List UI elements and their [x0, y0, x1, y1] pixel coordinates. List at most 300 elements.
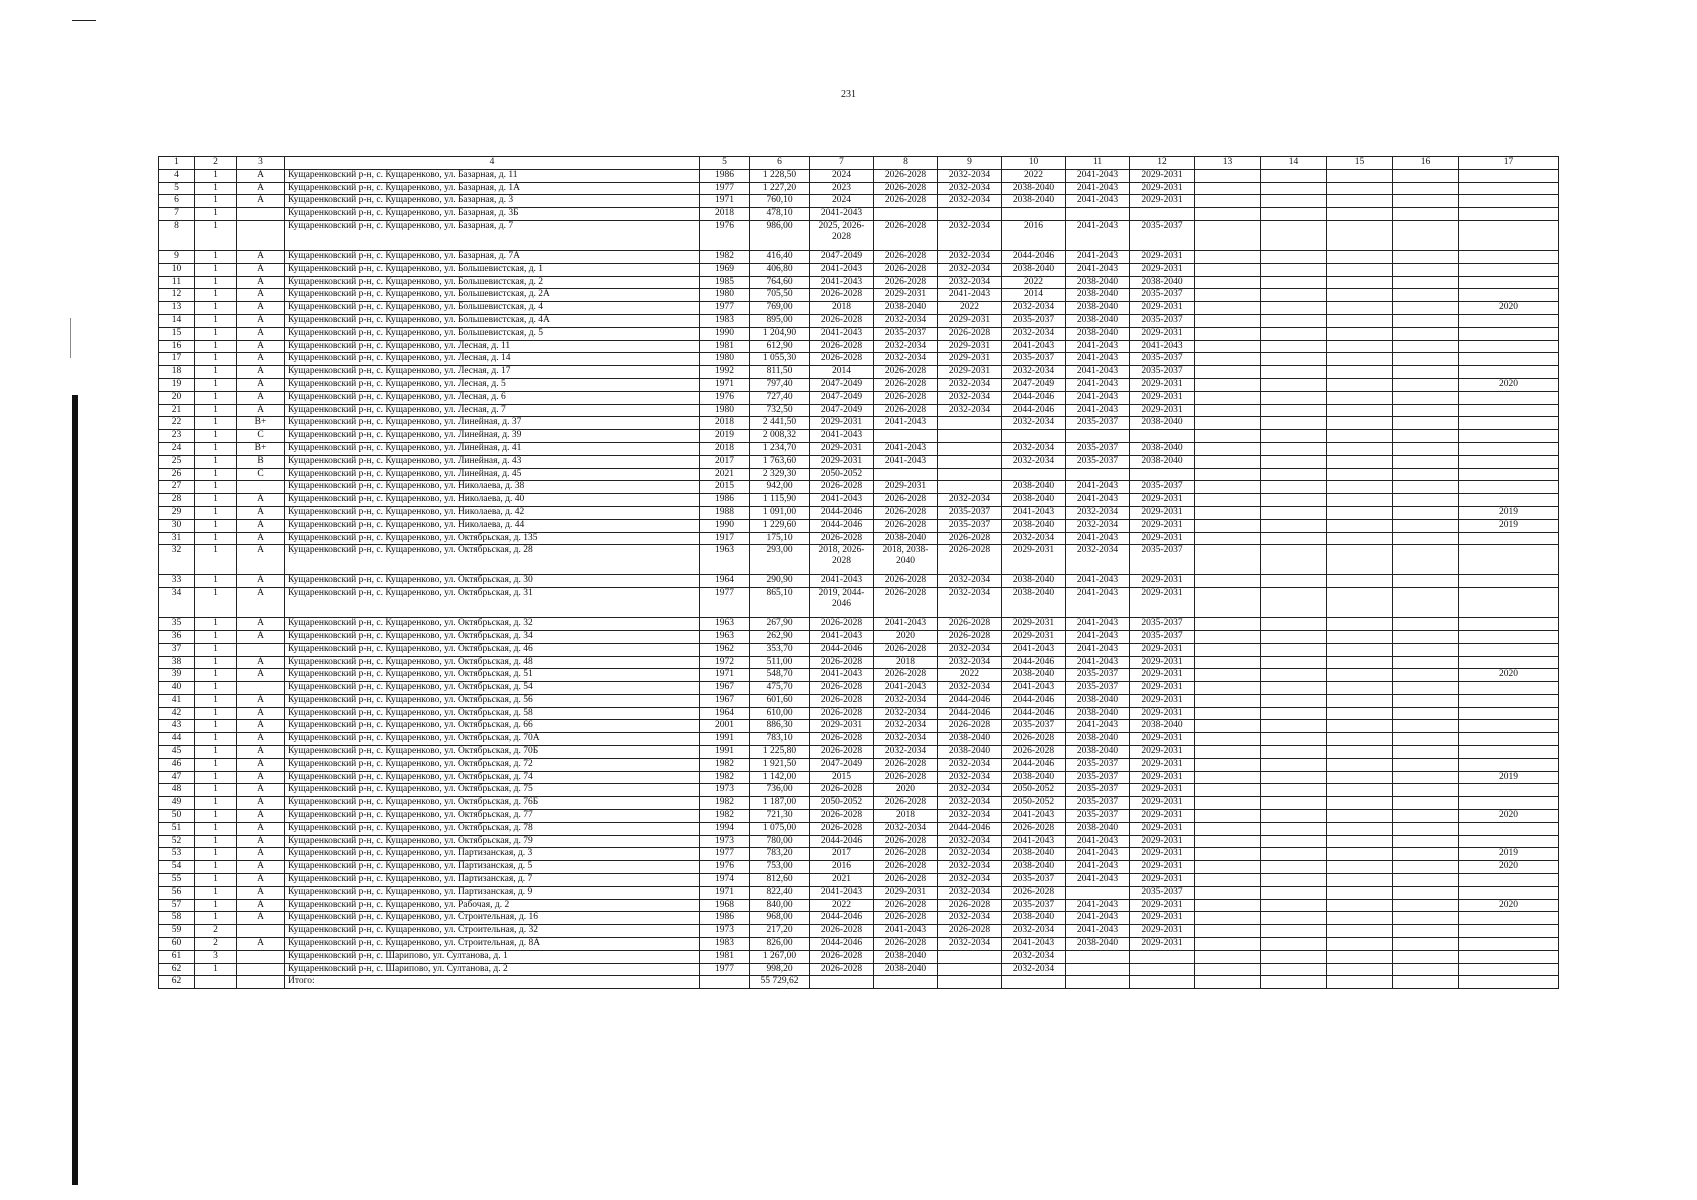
table-cell: 1973 — [700, 784, 750, 797]
table-cell: 2032-2034 — [938, 886, 1002, 899]
table-cell — [1261, 694, 1327, 707]
table-cell: 2016 — [810, 861, 874, 874]
table-cell: 2026-2028 — [810, 682, 874, 695]
address-cell: Кущаренковский р-н, с. Кущаренково, ул. Большевистская, д. 2 — [285, 276, 700, 289]
table-row — [159, 519, 1559, 532]
table-cell: 1986 — [700, 169, 750, 182]
table-cell — [1459, 575, 1559, 588]
table-cell — [1327, 302, 1393, 315]
table-cell — [1393, 976, 1459, 989]
table-cell: 2029-2031 — [1130, 874, 1195, 887]
table-cell: 2038-2040 — [1002, 519, 1066, 532]
table-cell: 2044-2046 — [938, 822, 1002, 835]
table-cell — [1261, 822, 1327, 835]
table-cell — [1327, 276, 1393, 289]
table-cell: 2021 — [810, 874, 874, 887]
table-cell: 1983 — [700, 314, 750, 327]
table-row — [159, 182, 1559, 195]
table-cell: 2035-2037 — [1066, 442, 1130, 455]
table-cell — [1066, 208, 1130, 221]
table-row — [159, 430, 1559, 443]
table-cell — [1459, 835, 1559, 848]
table-cell: 2029-2031 — [810, 442, 874, 455]
table-cell — [1327, 220, 1393, 250]
table-cell: 2029-2031 — [1130, 822, 1195, 835]
table-cell: 2026-2028 — [938, 720, 1002, 733]
table-cell: 1974 — [700, 874, 750, 887]
table-cell: 2029-2031 — [1130, 506, 1195, 519]
table-cell: 2032-2034 — [1002, 366, 1066, 379]
table-cell — [1261, 976, 1327, 989]
table-cell — [1327, 353, 1393, 366]
table-cell — [1195, 519, 1261, 532]
table-cell: 34 — [159, 588, 195, 618]
address-cell: Кущаренковский р-н, с. Кущаренково, ул. Лесная, д. 5 — [285, 378, 700, 391]
table-row — [159, 848, 1559, 861]
table-cell: 2032-2034 — [938, 861, 1002, 874]
table-cell: 2032-2034 — [938, 182, 1002, 195]
table-cell — [1327, 455, 1393, 468]
table-cell: А — [237, 588, 285, 618]
table-cell: 732,50 — [750, 404, 810, 417]
table-cell: 1 — [195, 340, 237, 353]
table-cell: 2026-2028 — [810, 746, 874, 759]
table-row — [159, 263, 1559, 276]
table-cell: 2029-2031 — [1130, 404, 1195, 417]
column-header: 3 — [237, 157, 285, 170]
table-row — [159, 404, 1559, 417]
table-cell — [237, 208, 285, 221]
table-cell — [1261, 494, 1327, 507]
table-cell: 2029-2031 — [1130, 912, 1195, 925]
table-cell: 2019 — [700, 430, 750, 443]
table-cell: 2026-2028 — [1002, 886, 1066, 899]
table-cell: 2035-2037 — [1066, 669, 1130, 682]
table-cell: 2041-2043 — [810, 263, 874, 276]
table-cell — [1393, 733, 1459, 746]
table-cell: 2026-2028 — [810, 707, 874, 720]
table-cell: 1 — [195, 391, 237, 404]
table-cell: 2038-2040 — [1066, 314, 1130, 327]
table-cell — [1327, 182, 1393, 195]
table-cell: 1988 — [700, 506, 750, 519]
table-cell — [1459, 404, 1559, 417]
table-cell: 1 — [195, 886, 237, 899]
table-cell — [1066, 950, 1130, 963]
table-row — [159, 797, 1559, 810]
table-cell: 2026-2028 — [874, 669, 938, 682]
table-cell: 2032-2034 — [1002, 417, 1066, 430]
table-cell: 1 228,50 — [750, 169, 810, 182]
table-cell: 406,80 — [750, 263, 810, 276]
table-row — [159, 545, 1559, 575]
table-cell: 35 — [159, 618, 195, 631]
table-cell — [1261, 404, 1327, 417]
table-cell: А — [237, 784, 285, 797]
table-cell: 2038-2040 — [1066, 733, 1130, 746]
table-cell — [1327, 746, 1393, 759]
table-cell — [1327, 195, 1393, 208]
table-cell: 2019 — [1459, 848, 1559, 861]
table-cell: 1971 — [700, 378, 750, 391]
table-cell: 2026-2028 — [810, 481, 874, 494]
column-header: 11 — [1066, 157, 1130, 170]
table-cell: 2038-2040 — [1130, 276, 1195, 289]
table-cell: А — [237, 861, 285, 874]
table-cell — [1459, 797, 1559, 810]
table-cell: 60 — [159, 938, 195, 951]
table-cell — [1393, 276, 1459, 289]
address-cell: Кущаренковский р-н, с. Кущаренково, ул. Октябрьская, д. 70Б — [285, 746, 700, 759]
table-cell: 1 — [195, 532, 237, 545]
table-cell: 2032-2034 — [938, 494, 1002, 507]
table-cell — [1261, 481, 1327, 494]
address-cell: Кущаренковский р-н, с. Кущаренково, ул. Лесная, д. 11 — [285, 340, 700, 353]
table-cell — [1327, 720, 1393, 733]
table-cell: 55 — [159, 874, 195, 887]
column-header: 1 — [159, 157, 195, 170]
table-cell: 2026-2028 — [874, 506, 938, 519]
table-cell — [1393, 771, 1459, 784]
table-cell — [1195, 963, 1261, 976]
table-cell: 45 — [159, 746, 195, 759]
table-row — [159, 784, 1559, 797]
table-cell: 2041-2043 — [1066, 391, 1130, 404]
address-cell: Кущаренковский р-н, с. Кущаренково, ул. Линейная, д. 39 — [285, 430, 700, 443]
address-cell: Кущаренковский р-н, с. Кущаренково, ул. Линейная, д. 41 — [285, 442, 700, 455]
table-cell — [1195, 848, 1261, 861]
table-cell: А — [237, 532, 285, 545]
address-cell: Кущаренковский р-н, с. Кущаренково, ул. Николаева, д. 42 — [285, 506, 700, 519]
table-cell: 1976 — [700, 220, 750, 250]
table-cell — [1459, 430, 1559, 443]
table-cell: 2044-2046 — [810, 519, 874, 532]
address-cell: Кущаренковский р-н, с. Кущаренково, ул. Партизанская, д. 7 — [285, 874, 700, 887]
table-cell: 2026-2028 — [874, 391, 938, 404]
table-cell: 2029-2031 — [1130, 575, 1195, 588]
table-cell: 2038-2040 — [1066, 276, 1130, 289]
address-cell: Кущаренковский р-н, с. Кущаренково, ул. Октябрьская, д. 77 — [285, 810, 700, 823]
table-cell: А — [237, 404, 285, 417]
address-cell: Кущаренковский р-н, с. Кущаренково, ул. Октябрьская, д. 31 — [285, 588, 700, 618]
table-cell: А — [237, 733, 285, 746]
table-cell — [237, 643, 285, 656]
table-cell: 2026-2028 — [874, 797, 938, 810]
table-cell: В — [237, 455, 285, 468]
table-cell: А — [237, 669, 285, 682]
table-cell: 2047-2049 — [810, 758, 874, 771]
table-cell: 3 — [195, 950, 237, 963]
column-header: 2 — [195, 157, 237, 170]
table-cell: А — [237, 276, 285, 289]
scan-mark — [70, 318, 71, 358]
address-cell: Кущаренковский р-н, с. Кущаренково, ул. Большевистская, д. 4 — [285, 302, 700, 315]
table-cell: 2041-2043 — [1066, 575, 1130, 588]
table-cell — [1195, 810, 1261, 823]
table-cell: 2035-2037 — [1066, 417, 1130, 430]
table-cell: 2026-2028 — [810, 810, 874, 823]
table-cell: 2038-2040 — [1066, 694, 1130, 707]
table-cell: 2038-2040 — [1002, 263, 1066, 276]
table-cell — [1393, 302, 1459, 315]
table-cell: 1 — [195, 455, 237, 468]
table-cell — [1195, 391, 1261, 404]
table-cell: 2041-2043 — [1002, 506, 1066, 519]
table-cell — [1459, 682, 1559, 695]
table-cell: 2032-2034 — [938, 263, 1002, 276]
table-cell: 2041-2043 — [1066, 720, 1130, 733]
table-cell: 2041-2043 — [810, 575, 874, 588]
table-cell: 2029-2031 — [1130, 771, 1195, 784]
table-cell — [1459, 784, 1559, 797]
table-cell — [1261, 327, 1327, 340]
table-cell: 2032-2034 — [1066, 506, 1130, 519]
table-cell: 1 — [195, 195, 237, 208]
table-row — [159, 643, 1559, 656]
table-cell: 2029-2031 — [1130, 835, 1195, 848]
table-cell — [1195, 169, 1261, 182]
table-cell: 475,70 — [750, 682, 810, 695]
table-cell — [938, 976, 1002, 989]
table-cell: 1963 — [700, 630, 750, 643]
table-cell: 1990 — [700, 519, 750, 532]
table-cell — [1459, 925, 1559, 938]
table-cell: 2041-2043 — [1066, 340, 1130, 353]
table-cell: 2026-2028 — [938, 925, 1002, 938]
table-cell: 2029-2031 — [1130, 682, 1195, 695]
table-cell — [1393, 912, 1459, 925]
table-cell — [938, 208, 1002, 221]
column-header: 14 — [1261, 157, 1327, 170]
table-cell: 2041-2043 — [874, 925, 938, 938]
table-cell: 2029-2031 — [1130, 494, 1195, 507]
table-cell — [1327, 733, 1393, 746]
table-cell — [1327, 481, 1393, 494]
table-cell: 1980 — [700, 353, 750, 366]
table-cell — [1459, 353, 1559, 366]
table-cell: 1986 — [700, 494, 750, 507]
table-cell — [1261, 545, 1327, 575]
table-cell — [1459, 455, 1559, 468]
table-cell: 2041-2043 — [1066, 618, 1130, 631]
table-row — [159, 758, 1559, 771]
address-cell: Кущаренковский р-н, с. Кущаренково, ул. Октябрьская, д. 54 — [285, 682, 700, 695]
table-cell: 1977 — [700, 302, 750, 315]
table-cell: 2041-2043 — [1066, 404, 1130, 417]
address-cell: Кущаренковский р-н, с. Кущаренково, ул. Строительная, д. 32 — [285, 925, 700, 938]
table-cell — [1393, 289, 1459, 302]
table-cell: 2026-2028 — [874, 378, 938, 391]
table-cell: 54 — [159, 861, 195, 874]
table-cell — [1195, 182, 1261, 195]
table-cell — [1327, 784, 1393, 797]
table-cell: 2022 — [1002, 276, 1066, 289]
table-cell — [1393, 950, 1459, 963]
table-cell: 1982 — [700, 810, 750, 823]
table-cell: 25 — [159, 455, 195, 468]
table-cell — [1393, 682, 1459, 695]
table-cell: 797,40 — [750, 378, 810, 391]
table-cell — [1327, 950, 1393, 963]
table-cell: А — [237, 912, 285, 925]
table-cell — [1393, 758, 1459, 771]
table-cell: 2026-2028 — [874, 899, 938, 912]
table-cell — [1195, 861, 1261, 874]
table-cell: 2029-2031 — [1130, 195, 1195, 208]
table-cell: 48 — [159, 784, 195, 797]
table-cell: 1 — [195, 494, 237, 507]
table-cell: 2044-2046 — [1002, 694, 1066, 707]
table-cell: 2026-2028 — [810, 353, 874, 366]
table-cell — [1327, 366, 1393, 379]
address-cell: Кущаренковский р-н, с. Кущаренково, ул. Лесная, д. 6 — [285, 391, 700, 404]
table-cell: 2029-2031 — [1130, 656, 1195, 669]
table-cell: 2032-2034 — [1002, 442, 1066, 455]
table-cell: 2032-2034 — [938, 682, 1002, 695]
table-cell: 2032-2034 — [938, 848, 1002, 861]
table-cell — [1195, 669, 1261, 682]
table-cell — [1393, 494, 1459, 507]
table-cell — [1393, 886, 1459, 899]
table-cell: 1 — [195, 797, 237, 810]
table-cell: 2032-2034 — [874, 314, 938, 327]
table-cell: 1 187,00 — [750, 797, 810, 810]
table-cell: 1 — [195, 694, 237, 707]
table-cell: 2029-2031 — [1002, 545, 1066, 575]
table-cell: 2041-2043 — [1066, 588, 1130, 618]
table-cell: 2041-2043 — [1130, 340, 1195, 353]
table-cell: 10 — [159, 263, 195, 276]
table-cell: 2029-2031 — [810, 417, 874, 430]
address-cell: Кущаренковский р-н, с. Кущаренково, ул. Линейная, д. 45 — [285, 468, 700, 481]
table-cell — [1393, 314, 1459, 327]
table-cell: 1 — [195, 912, 237, 925]
table-cell: 2025, 2026-2028 — [810, 220, 874, 250]
address-cell: Кущаренковский р-н, с. Кущаренково, ул. Николаева, д. 40 — [285, 494, 700, 507]
table-cell: 1 225,80 — [750, 746, 810, 759]
table-cell — [1459, 276, 1559, 289]
table-cell: 2029-2031 — [1130, 694, 1195, 707]
table-row — [159, 455, 1559, 468]
address-cell: Кущаренковский р-н, с. Кущаренково, ул. Николаева, д. 38 — [285, 481, 700, 494]
table-body — [159, 169, 1559, 988]
table-cell: А — [237, 494, 285, 507]
table-cell: А — [237, 391, 285, 404]
table-row — [159, 861, 1559, 874]
table-cell — [1195, 506, 1261, 519]
table-cell: 2026-2028 — [810, 694, 874, 707]
table-cell: А — [237, 835, 285, 848]
table-cell: 1 — [195, 468, 237, 481]
table-cell: 2029-2031 — [1130, 784, 1195, 797]
table-cell: 1 075,00 — [750, 822, 810, 835]
table-cell: 1976 — [700, 391, 750, 404]
table-cell: 27 — [159, 481, 195, 494]
table-cell: 2026-2028 — [874, 263, 938, 276]
table-cell: 2032-2034 — [938, 912, 1002, 925]
address-cell: Кущаренковский р-н, с. Кущаренково, ул. Партизанская, д. 5 — [285, 861, 700, 874]
table-cell: 13 — [159, 302, 195, 315]
table-cell — [1261, 669, 1327, 682]
table-cell — [1195, 938, 1261, 951]
table-cell — [1393, 250, 1459, 263]
table-cell — [1261, 886, 1327, 899]
table-cell: А — [237, 263, 285, 276]
table-cell — [1393, 545, 1459, 575]
table-cell — [700, 976, 750, 989]
table-cell — [1261, 938, 1327, 951]
table-cell — [1261, 797, 1327, 810]
address-cell: Кущаренковский р-н, с. Кущаренково, ул. Октябрьская, д. 75 — [285, 784, 700, 797]
table-cell: 1 — [195, 669, 237, 682]
table-row — [159, 494, 1559, 507]
table-cell: 2029-2031 — [1130, 797, 1195, 810]
table-cell: 2026-2028 — [810, 822, 874, 835]
table-cell — [1393, 391, 1459, 404]
table-cell: 2014 — [1002, 289, 1066, 302]
table-cell: 2026-2028 — [874, 861, 938, 874]
table-cell — [1195, 314, 1261, 327]
table-cell: 17 — [159, 353, 195, 366]
table-cell — [1261, 720, 1327, 733]
table-cell: 50 — [159, 810, 195, 823]
table-cell — [874, 468, 938, 481]
table-cell: 32 — [159, 545, 195, 575]
table-cell: 2032-2034 — [874, 707, 938, 720]
table-cell: 2041-2043 — [1066, 220, 1130, 250]
table-cell: 1 234,70 — [750, 442, 810, 455]
table-cell — [1261, 707, 1327, 720]
table-cell: 2032-2034 — [938, 938, 1002, 951]
table-cell: А — [237, 618, 285, 631]
table-cell: 2 — [195, 938, 237, 951]
table-cell: 2032-2034 — [874, 720, 938, 733]
table-cell: А — [237, 746, 285, 759]
column-header: 12 — [1130, 157, 1195, 170]
table-cell: 1980 — [700, 289, 750, 302]
table-row — [159, 810, 1559, 823]
table-cell: 19 — [159, 378, 195, 391]
table-cell — [1261, 250, 1327, 263]
table-cell: 1 763,60 — [750, 455, 810, 468]
table-cell: 2026-2028 — [874, 169, 938, 182]
table-cell: 2029-2031 — [1130, 810, 1195, 823]
table-cell — [1195, 220, 1261, 250]
table-cell: 2044-2046 — [1002, 391, 1066, 404]
table-cell: 2029-2031 — [1130, 263, 1195, 276]
address-cell: Кущаренковский р-н, с. Шарипово, ул. Султанова, д. 1 — [285, 950, 700, 963]
table-cell: 2041-2043 — [1002, 340, 1066, 353]
table-cell — [1327, 263, 1393, 276]
table-cell: 59 — [159, 925, 195, 938]
table-row — [159, 391, 1559, 404]
table-cell — [1066, 976, 1130, 989]
table-cell: 2029-2031 — [1130, 302, 1195, 315]
table-row — [159, 481, 1559, 494]
table-cell: 2032-2034 — [1066, 545, 1130, 575]
table-cell — [1261, 263, 1327, 276]
table-row — [159, 694, 1559, 707]
table-cell: 2047-2049 — [1002, 378, 1066, 391]
table-cell: 2029-2031 — [874, 289, 938, 302]
table-cell: 2038-2040 — [1002, 481, 1066, 494]
table-cell: 2041-2043 — [810, 886, 874, 899]
table-cell: 2035-2037 — [1066, 455, 1130, 468]
table-cell: 2038-2040 — [1002, 771, 1066, 784]
table-cell: 2032-2034 — [938, 643, 1002, 656]
table-cell: 1981 — [700, 340, 750, 353]
table-cell: 942,00 — [750, 481, 810, 494]
